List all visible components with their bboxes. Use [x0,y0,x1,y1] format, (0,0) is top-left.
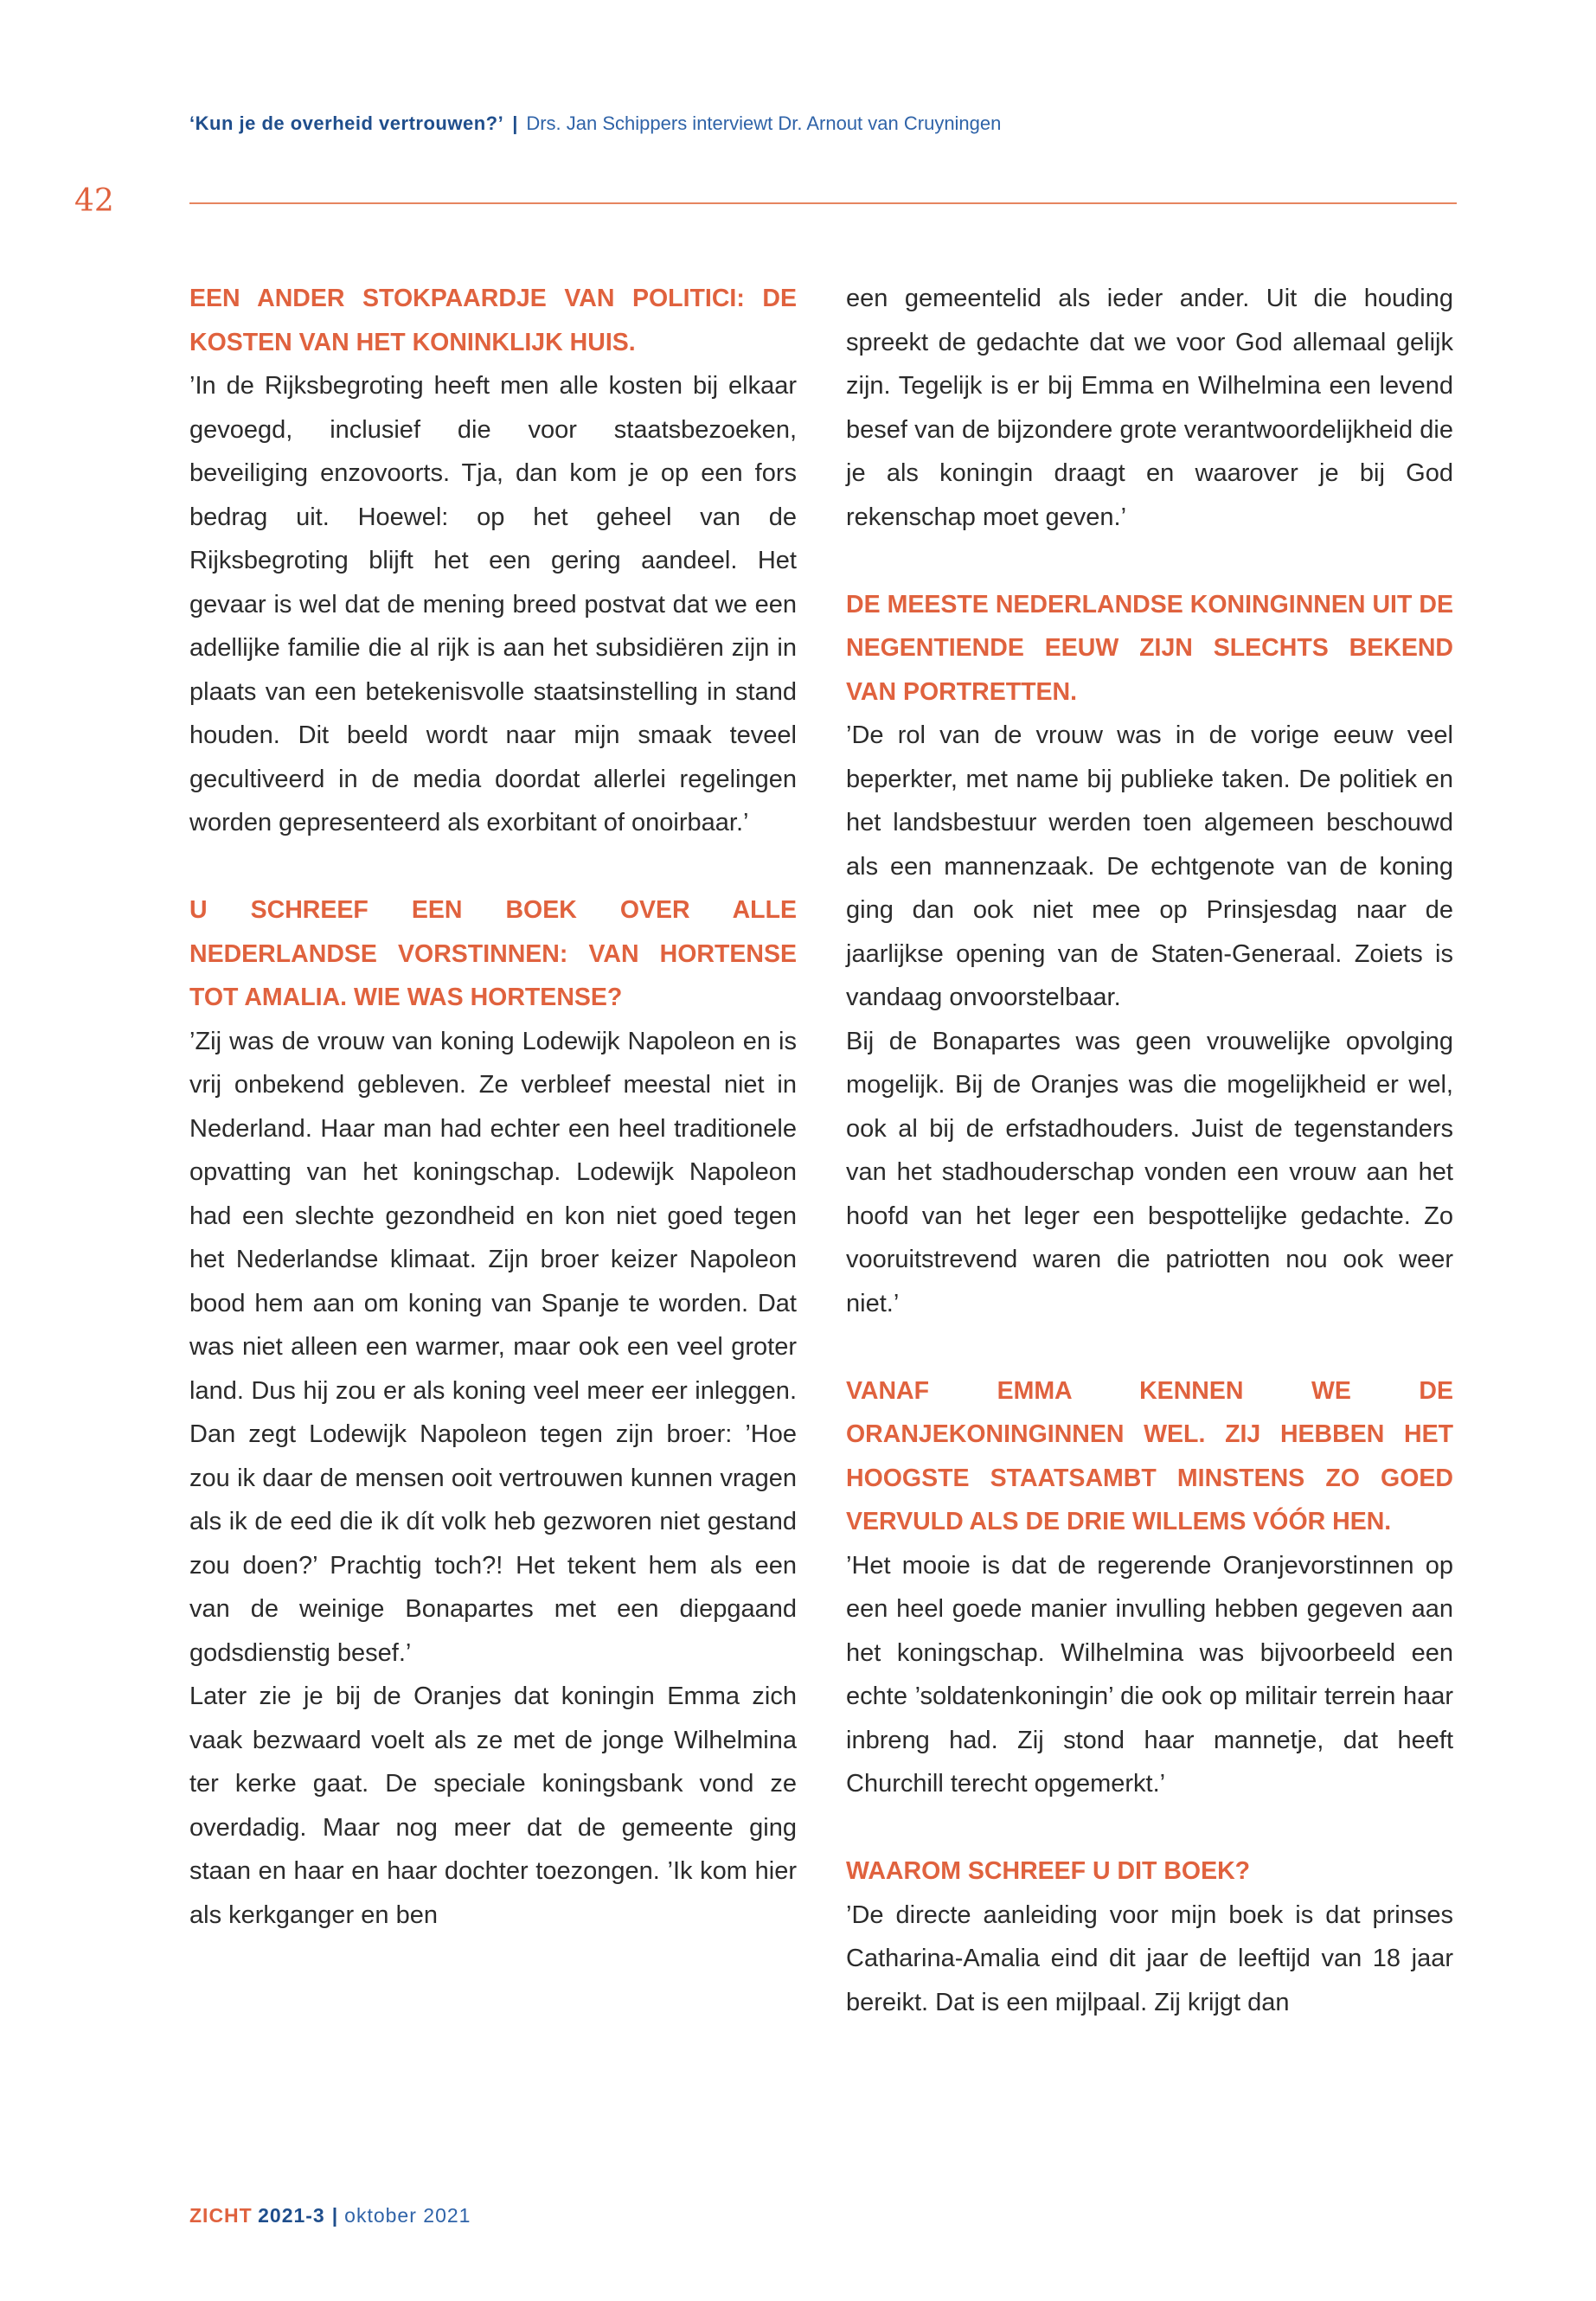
footer-separator: | [331,2204,338,2227]
answer-paragraph: Bij de Bonapartes was geen vrouwelijke opvolging mogelijk. Bij de Oranjes was die mogelijkheid er wel, ook al bij de erfstadhouders. Juist de tegenstanders van het stadhouderschap vonden een vrouw aan het hoofd van het leger een bespottelijke gedachte. Zo vooruitstrevend waren die patriotten nou ook weer niet.’ [846,1027,1453,1317]
footer-issue: 2021-3 [258,2204,325,2227]
answer-paragraph: ’Het mooie is dat de regerende Oranjevorstinnen op een heel goede manier invulling hebben gegeven aan het koningschap. Wilhelmina was bijvoorbeeld een echte ’soldatenkoningin’ die ook op militair terrein haar inbreng had. Zij stond haar mannetje, dat heeft Churchill terecht opgemerkt.’ [846,1551,1453,1798]
question-heading-hortense: U SCHREEF EEN BOEK OVER ALLE NEDERLANDSE VORSTINNEN: VAN HORTENSE TOT AMALIA. WIE WAS HORTENSE? [189,896,797,1011]
answer-paragraph: Later zie je bij de Oranjes dat koningin Emma zich vaak bezwaard voelt als ze met de jonge Wilhelmina ter kerke gaat. De speciale koningsbank vond ze overdadig. Maar nog meer dat de gemeente ging staan en haar en haar dochter toezongen. ’Ik kom hier als kerkganger en ben [189,1682,797,1929]
question-heading-queens-portraits: DE MEESTE NEDERLANDSE KONINGINNEN UIT DE NEGENTIENDE EEUW ZIJN SLECHTS BEKEND VAN PORTRETTEN. [846,590,1453,706]
answer-paragraph: ’De rol van de vrouw was in de vorige eeuw veel beperkter, met name bij publieke taken. De politiek en het landsbestuur werden toen algemeen beschouwd als een mannenzaak. De echtgenote van de koning ging dan ook niet mee op Prinsjesdag naar de jaarlijkse opening van de Staten-Generaal. Zoiets is vandaag onvoorstelbaar. [846,721,1453,1011]
header-separator: | [512,112,518,134]
answer-paragraph: ’De directe aanleiding voor mijn boek is dat prinses Catharina-Amalia eind dit jaar de leeftijd van 18 jaar bereikt. Dat is een mijlpaal. Zij krijgt dan [846,1900,1453,2016]
answer-paragraph: ’In de Rijksbegroting heeft men alle kosten bij elkaar gevoegd, inclusief die voor staatsbezoeken, beveiliging enzovoorts. Tja, dan kom je op een fors bedrag uit. Hoewel: op het geheel van de Rijksbegroting blijft het een gering aandeel. Het gevaar is wel dat de mening breed postvat dat we een adellijke familie die al rijk is aan het subsidiëren zijn in plaats van een betekenisvolle staatsinstelling in stand houden. Dit beeld wordt naar mijn smaak teveel gecultiveerd in de media doordat allerlei regelingen worden gepresenteerd als exorbitant of onoirbaar.’ [189,372,797,836]
footer-brand: ZICHT [189,2204,253,2227]
page-number: 42 [74,183,114,219]
header-divider [189,202,1457,204]
right-column [846,277,1453,2024]
answer-paragraph: ’Zij was de vrouw van koning Lodewijk Napoleon en is vrij onbekend gebleven. Ze verbleef meestal niet in Nederland. Haar man had echter een heel traditionele opvatting van het koningschap. Lodewijk Napoleon had een slechte gezondheid en kon niet goed tegen het Nederlandse klimaat. Zijn broer keizer Napoleon bood hem aan om koning van Spanje te worden. Dat was niet alleen een warmer, maar ook een veel groter land. Dus hij zou er als koning veel meer eer inleggen. Dan zegt Lodewijk Napoleon tegen zijn broer: ’Hoe zou ik daar de mensen ooit vertrouwen kunnen vragen als ik de eed die ik dít volk heb gezworen niet gestand zou doen?’ Prachtig toch?! Het tekent hem als een van de weinige Bonapartes met een diepgaand godsdienstig besef.’ [189,1027,797,1667]
footer-date: oktober 2021 [344,2204,471,2227]
paragraph-spacer [189,845,797,889]
left-column [189,277,797,1937]
question-heading-why-book: WAAROM SCHREEF U DIT BOEK? [846,1857,1251,1885]
question-heading-royal-house-costs: EEN ANDER STOKPAARDJE VAN POLITICI: DE KOSTEN VAN HET KONINKLIJK HUIS. [189,285,797,356]
page-footer [189,2204,471,2227]
running-header [189,112,1001,135]
paragraph-spacer [846,1806,1453,1850]
question-heading-orange-queens: VANAF EMMA KENNEN WE DE ORANJEKONINGINNEN WEL. ZIJ HEBBEN HET HOOGSTE STAATSAMBT MINSTENS ZO GOED VERVULD ALS DE DRIE WILLEMS VÓÓR HEN. [846,1376,1453,1535]
header-subtitle: Drs. Jan Schippers interviewt Dr. Arnout van Cruyningen [526,112,1002,134]
paragraph-spacer [846,1325,1453,1369]
paragraph-spacer [846,539,1453,583]
header-title: ‘Kun je de overheid vertrouwen?’ [189,112,504,134]
answer-paragraph: een gemeentelid als ieder ander. Uit die houding spreekt de gedachte dat we voor God allemaal gelijk zijn. Tegelijk is er bij Emma en Wilhelmina een levend besef van de bijzondere grote verantwoordelijkheid die je als koningin draagt en waarover je bij God rekenschap moet geven.’ [846,285,1453,531]
